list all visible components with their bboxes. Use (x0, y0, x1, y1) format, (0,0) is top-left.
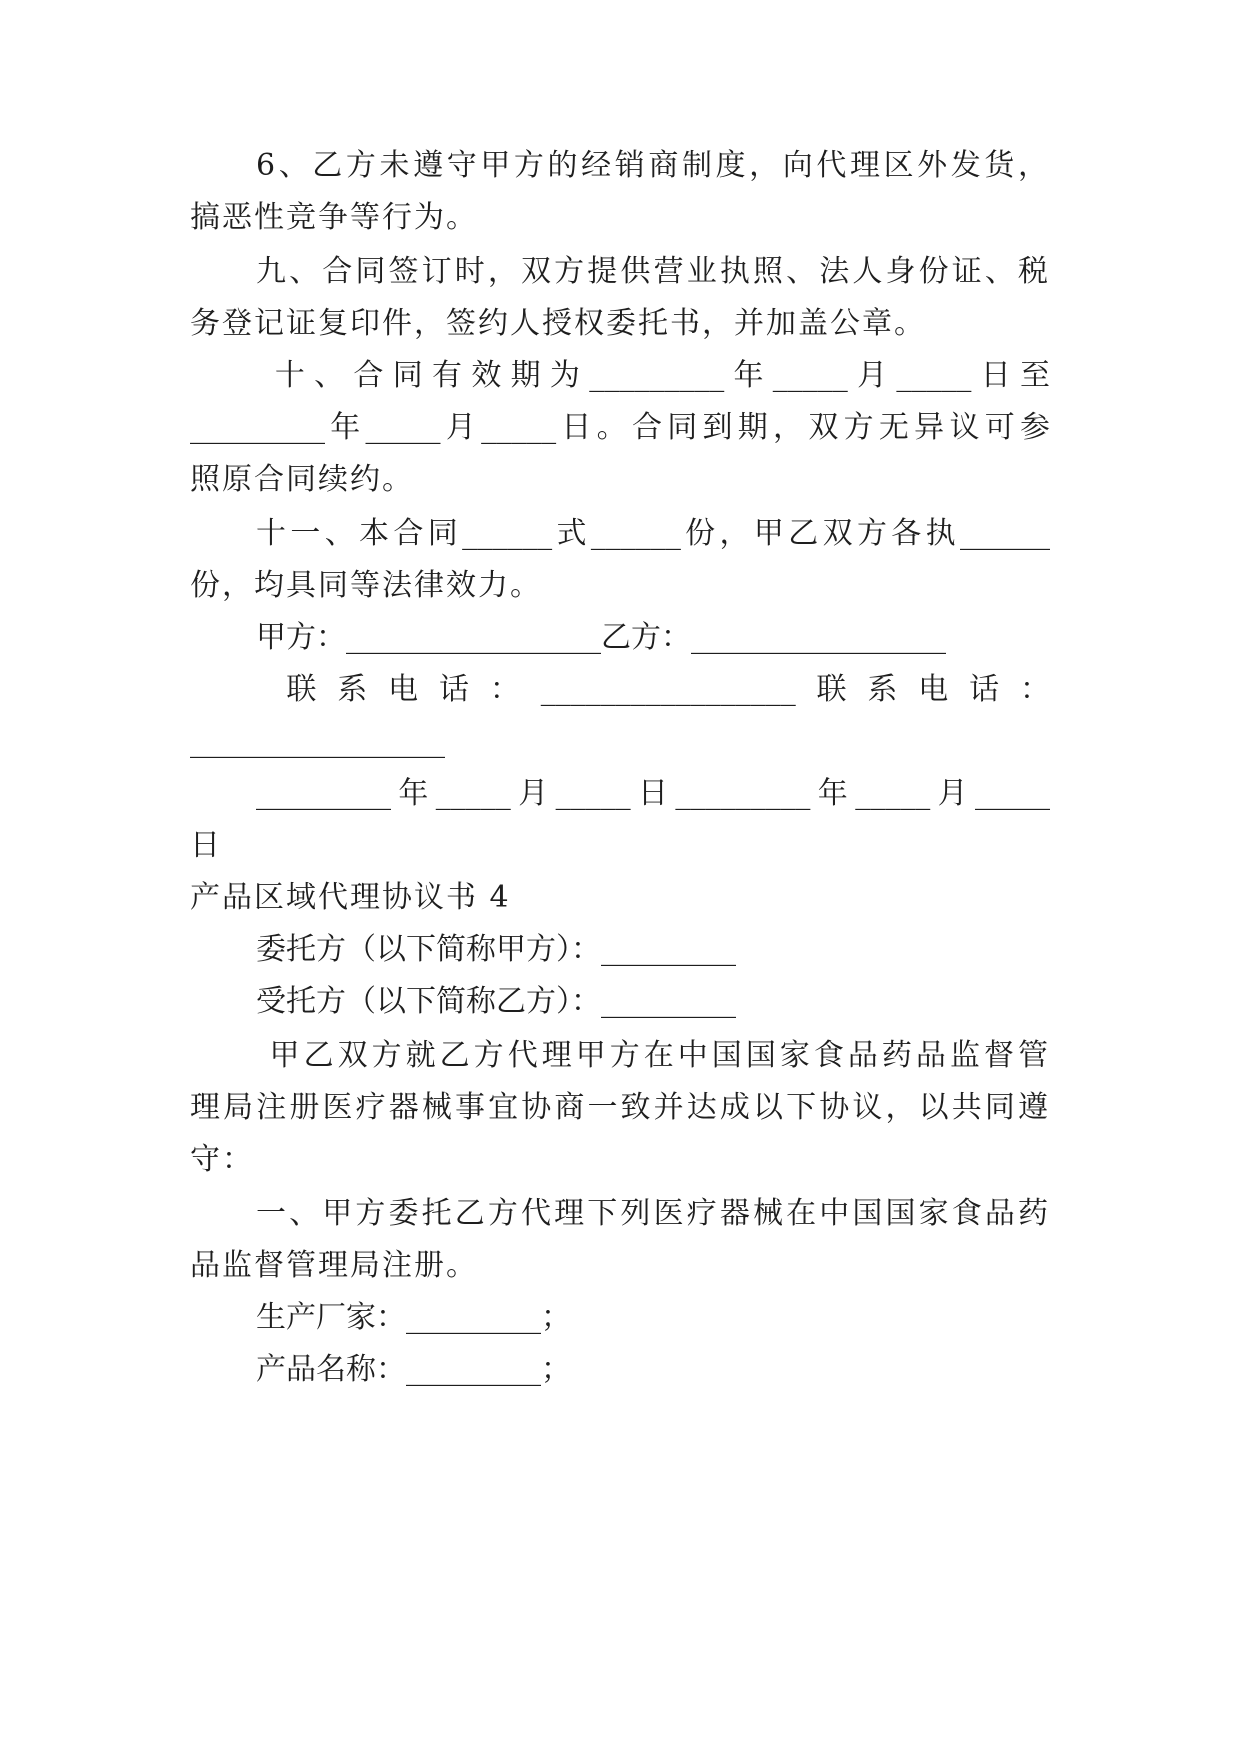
clause-9-line-2: 务登记证复印件，签约人授权委托书，并加盖公章。 (190, 306, 926, 341)
manufacturer-line: 生产厂家：_________； (256, 1300, 571, 1335)
paragraph-6-line-2: 搞恶性竞争等行为。 (190, 200, 478, 235)
clause-1-line-1: 一、甲方委托乙方代理下列医疗器械在中国国家食品药 (256, 1196, 1050, 1231)
preamble-line-3: 守： (190, 1142, 254, 1177)
agent-party-line: 受托方（以下简称乙方）：_________ (256, 984, 736, 1019)
preamble-line-1: 甲乙双方就乙方代理甲方在中国国家食品药品监督管 (256, 1038, 1050, 1073)
clause-9-line-1: 九、合同签订时，双方提供营业执照、法人身份证、税 (256, 254, 1050, 289)
signature-date-line: _________年_____月_____日_________年_____月_____ (256, 776, 1050, 811)
clause-11-line-1: 十一、本合同______式______份，甲乙双方各执______ (256, 516, 1050, 551)
clause-1-line-2: 品监督管理局注册。 (190, 1248, 478, 1283)
clause-10-line-1: 十、合同有效期为_________年_____月_____日至 (256, 358, 1050, 393)
clause-11-line-2: 份，均具同等法律效力。 (190, 568, 542, 603)
principal-party-line: 委托方（以下简称甲方）：_________ (256, 932, 736, 967)
product-name-line: 产品名称：_________； (256, 1352, 571, 1387)
clause-10-line-3: 照原合同续约。 (190, 462, 414, 497)
contact-phone-blank: _________________ (190, 724, 445, 759)
signature-date-day: 日 (190, 828, 222, 863)
clause-10-line-2: _________年_____月_____日。合同到期，双方无异议可参 (190, 410, 1050, 445)
preamble-line-2: 理局注册医疗器械事宜协商一致并达成以下协议，以共同遵 (190, 1090, 1050, 1125)
paragraph-6-line-1: 6、乙方未遵守甲方的经销商制度，向代理区外发货， (256, 148, 1050, 183)
contact-phone-line: 联系电话：_________________联系电话： (256, 672, 1050, 707)
agreement-title: 产品区域代理协议书 4 (190, 880, 511, 915)
signature-parties-line: 甲方：_________________乙方：_________________ (256, 620, 946, 655)
